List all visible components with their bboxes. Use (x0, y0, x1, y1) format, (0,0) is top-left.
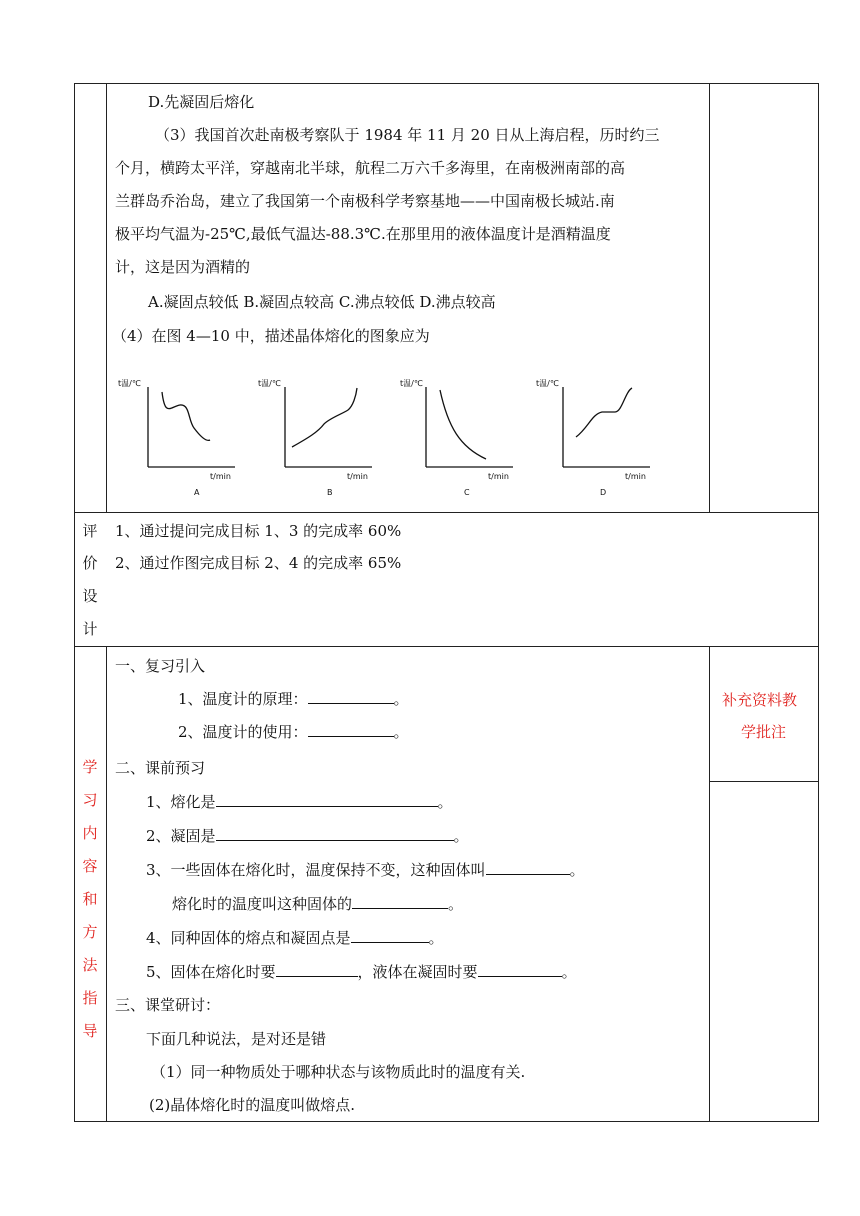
eval-line-1: 1、通过提问完成目标 1、3 的完成率 60% (115, 522, 402, 540)
graph-d-letter: D (600, 488, 607, 497)
graph-b-xlabel: t/min (347, 472, 368, 481)
s3-item-1: （1）同一种物质处于哪种状态与该物质此时的温度有关. (151, 1063, 526, 1081)
s2-item-1: 1、熔化是 。 (146, 793, 453, 811)
learn-label-char: 内 (82, 824, 98, 842)
graph-a-letter: A (194, 488, 200, 497)
s3-intro: 下面几种说法，是对还是错 (146, 1030, 327, 1048)
s2-item-5: 5、固体在熔化时要 ，液体在凝固时要 。 (146, 963, 577, 981)
learn-label-char: 容 (82, 857, 98, 875)
s2-item-4: 4、同种固体的熔点和凝固点是 。 (146, 929, 444, 947)
graph-c (426, 387, 513, 467)
s1-item-2: 2、温度计的使用： 。 (178, 723, 409, 741)
s1-title: 一、复习引入 (115, 657, 206, 675)
q3-options: A.凝固点较低 B.凝固点较高 C.沸点较低 D.沸点较高 (148, 293, 496, 311)
learn-label-char: 方 (82, 923, 98, 941)
graph-c-letter: C (464, 488, 470, 497)
s1-item-1: 1、温度计的原理： 。 (178, 690, 409, 708)
graph-b (285, 387, 372, 467)
graph-c-ylabel: t温/℃ (400, 379, 423, 388)
melting-graphs (110, 372, 700, 502)
q3-line-5: 计，这是因为酒精的 (115, 258, 251, 276)
q4-question: （4）在图 4—10 中，描述晶体熔化的图象应为 (112, 327, 430, 345)
learn-label-char: 和 (82, 890, 98, 908)
s3-item-2: (2)晶体熔化时的温度叫做熔点. (149, 1096, 356, 1114)
eval-label-char: 计 (82, 620, 98, 638)
graph-d-xlabel: t/min (625, 472, 646, 481)
learn-label-char: 导 (82, 1022, 98, 1040)
s3-title: 三、课堂研讨： (115, 996, 221, 1014)
q3-line-4: 极平均气温为-25℃,最低气温达-88.3℃.在那里用的液体温度计是酒精温度 (115, 225, 611, 243)
side-note-line-1: 补充资料教 (722, 691, 798, 709)
q3-line-3: 兰群岛乔治岛，建立了我国第一个南极科学考察基地——中国南极长城站.南 (115, 192, 615, 210)
s2-item-2: 2、凝固是 。 (146, 827, 469, 845)
eval-label-char: 评 (82, 522, 98, 540)
eval-label-char: 设 (82, 587, 98, 605)
s2-title: 二、课前预习 (115, 759, 206, 777)
s2-item-3b: 熔化时的温度叫这种固体的 。 (172, 895, 464, 913)
graph-c-xlabel: t/min (488, 472, 509, 481)
side-note-line-2: 学批注 (741, 723, 787, 741)
graph-b-ylabel: t温/℃ (258, 379, 281, 388)
learn-label-char: 法 (82, 956, 98, 974)
learn-label-char: 学 (82, 758, 98, 776)
graph-a-xlabel: t/min (210, 472, 231, 481)
graph-d-ylabel: t温/℃ (536, 379, 559, 388)
graph-d (563, 387, 650, 467)
learn-label-char: 习 (82, 791, 98, 809)
q3-line-1: （3）我国首次赴南极考察队于 1984 年 11 月 20 日从上海启程，历时约三 (155, 126, 660, 144)
learn-label-char: 指 (82, 989, 98, 1007)
graph-a-ylabel: t温/℃ (118, 379, 141, 388)
q3-line-2: 个月，横跨太平洋，穿越南北半球，航程二万六千多海里，在南极洲南部的高 (115, 159, 626, 177)
graph-a (148, 387, 235, 467)
graph-b-letter: B (327, 488, 333, 497)
s2-item-3: 3、一些固体在熔化时，温度保持不变，这种固体叫 。 (146, 861, 585, 879)
option-d: D.先凝固后熔化 (148, 93, 255, 111)
eval-label-char: 价 (82, 554, 98, 572)
eval-line-2: 2、通过作图完成目标 2、4 的完成率 65% (115, 554, 402, 572)
